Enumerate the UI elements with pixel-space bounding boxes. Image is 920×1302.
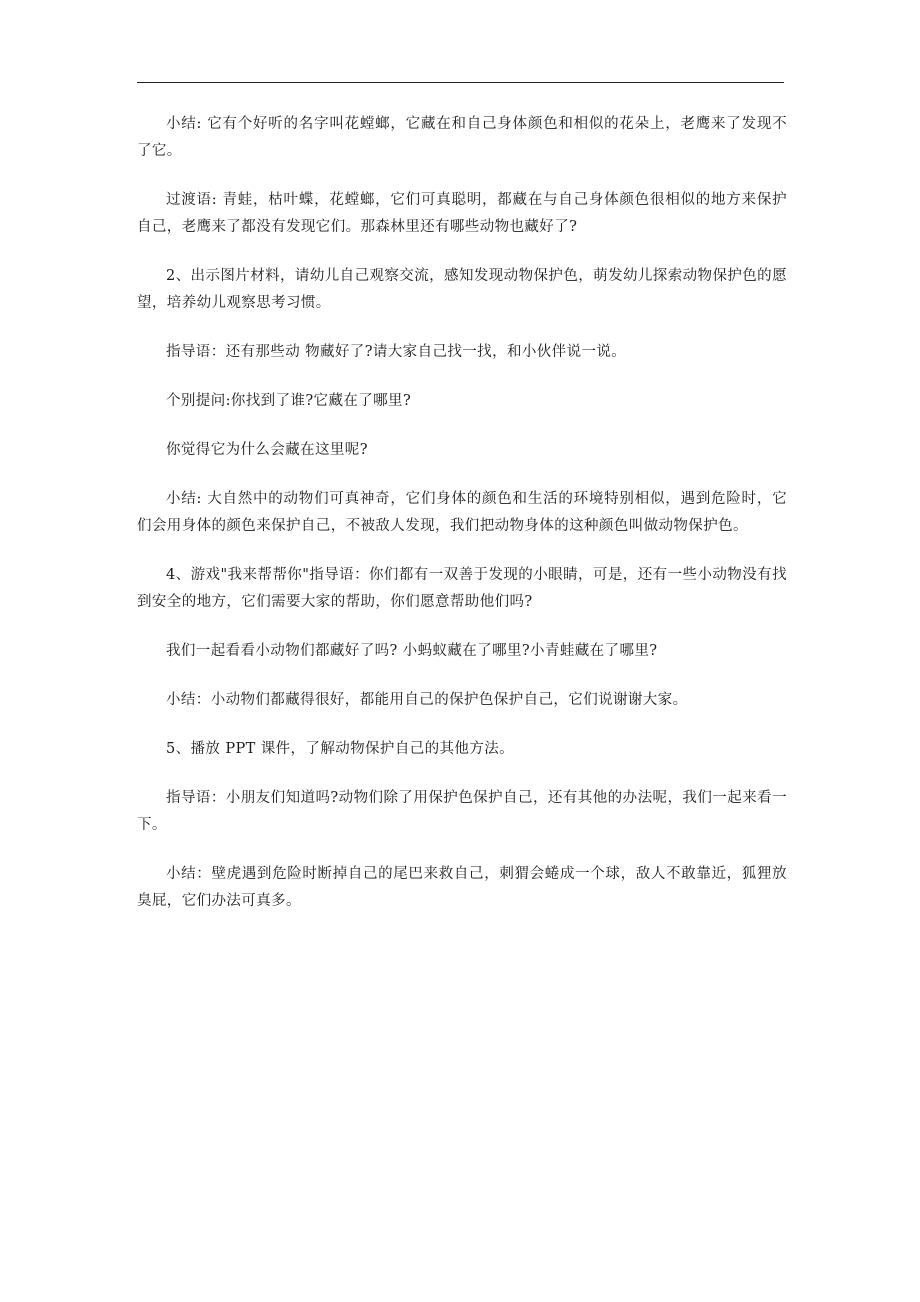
paragraph-look-together: 我们一起看看小动物们都藏好了吗? 小蚂蚁藏在了哪里?小青蛙藏在了哪里?: [166, 643, 658, 659]
paragraph-question-who: 个别提问:你找到了谁?它藏在了哪里?: [166, 393, 412, 409]
paragraph-guidance-other-methods: 指导语：小朋友们知道吗?动物们除了用保护色保护自己，还有其他的办法呢，我们一起来看一下。: [137, 790, 787, 833]
paragraph-guidance-find: 指导语：还有那些动 物藏好了?请大家自己找一找，和小伙伴说一说。: [166, 344, 627, 360]
paragraph-step-4-game: 4、游戏"我来帮帮你"指导语：你们都有一双善于发现的小眼睛，可是，还有一些小动物没有找到安全的地方，它们需要大家的帮助，你们愿意帮助他们吗?: [137, 567, 787, 610]
paragraph-summary-thanks: 小结：小动物们都藏得很好，都能用自己的保护色保护自己，它们说谢谢大家。: [166, 692, 688, 708]
header-rule: [137, 82, 784, 83]
paragraph-step-5-ppt: 5、播放 PPT 课件，了解动物保护自己的其他方法。: [166, 741, 515, 757]
paragraph-step-2: 2、出示图片材料，请幼儿自己观察交流，感知发现动物保护色，萌发幼儿探索动物保护色的愿望，培养幼儿观察思考习惯。: [137, 268, 787, 311]
paragraph-summary-protective-color: 小结: 大自然中的动物们可真神奇，它们身体的颜色和生活的环境特别相似，遇到危险时，它们会用身体的颜色来保护自己，不被敌人发现，我们把动物身体的这种颜色叫做动物保护色。: [137, 491, 787, 534]
paragraph-summary-other-methods: 小结：壁虎遇到危险时断掉自己的尾巴来救自己，刺猬会蜷成一个球，敌人不敢靠近，狐狸放臭屁，它们办法可真多。: [137, 866, 787, 909]
paragraph-summary-mantis: 小结: 它有个好听的名字叫花螳螂，它藏在和自己身体颜色和相似的花朵上，老鹰来了发现不了它。: [137, 116, 787, 159]
document-body: [137, 111, 787, 937]
paragraph-question-why: 你觉得它为什么会藏在这里呢?: [166, 442, 368, 458]
paragraph-transition: 过渡语: 青蛙，枯叶蝶，花螳螂，它们可真聪明，都藏在与自己身体颜色很相似的地方来保护自己，老鹰来了都没有发现它们。那森林里还有哪些动物也藏好了?: [137, 192, 787, 235]
